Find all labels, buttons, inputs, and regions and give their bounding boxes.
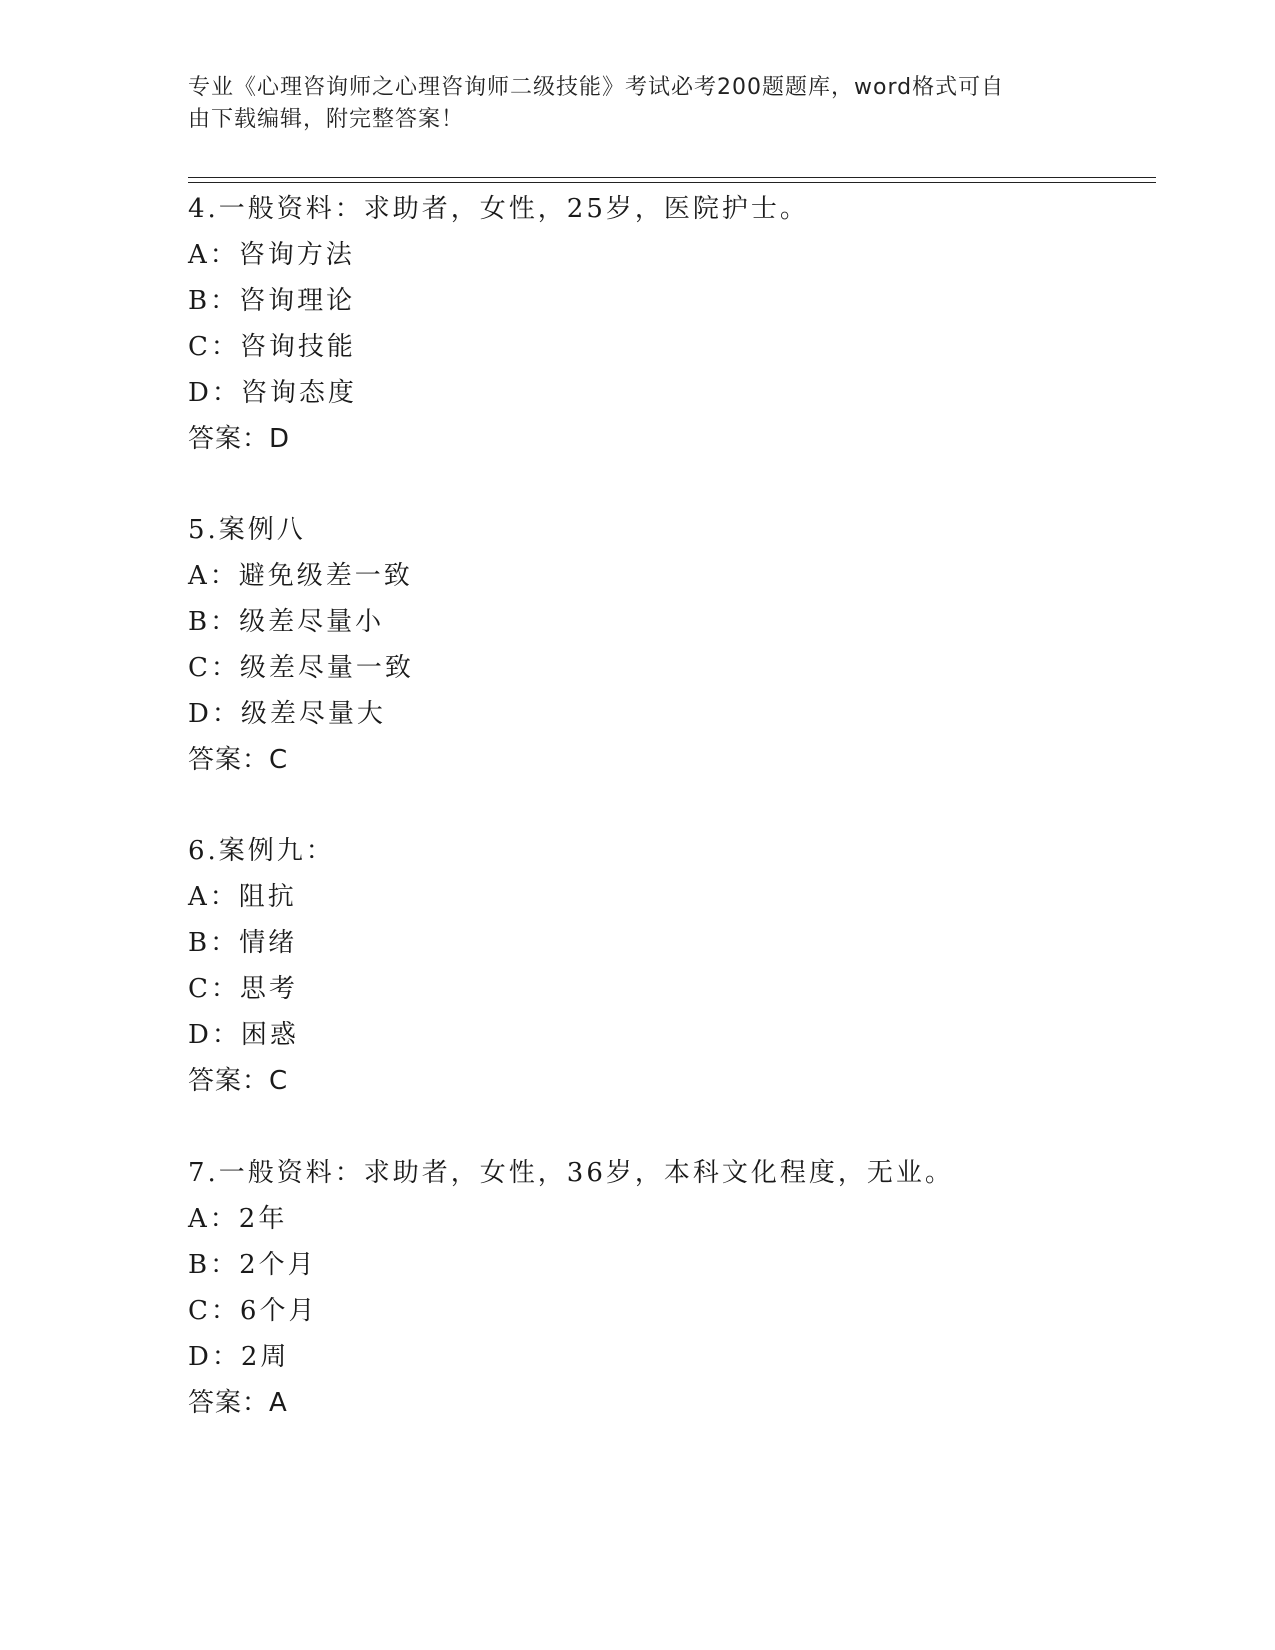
option-text: 级差尽量一致: [239, 653, 414, 683]
option-key: D：: [188, 699, 241, 729]
option-key: B：: [188, 928, 240, 958]
question-stem: 5.案例八: [188, 515, 306, 545]
option-text: 情绪: [239, 928, 298, 958]
answer: 答案：A: [188, 1388, 288, 1418]
option-text: 咨询理论: [239, 286, 356, 316]
question-stem: 7.一般资料：求助者，女性，36岁，本科文化程度，无业。: [188, 1158, 954, 1188]
option-key: C：: [188, 653, 240, 683]
option-text: 级差尽量小: [239, 607, 385, 637]
option-text: 2周: [240, 1342, 290, 1372]
option-a: [188, 553, 1168, 599]
option-key: A：: [188, 561, 239, 591]
option-a: [188, 232, 1168, 278]
option-c: [188, 1288, 1168, 1334]
option-text: 2年: [238, 1204, 288, 1234]
question-block: [188, 828, 1168, 1104]
option-c: [188, 324, 1168, 370]
question-block: [188, 186, 1168, 462]
option-key: A：: [188, 1204, 239, 1234]
option-text: 2个月: [239, 1250, 317, 1280]
option-text: 思考: [239, 974, 298, 1004]
option-key: C：: [188, 974, 240, 1004]
option-text: 避免级差一致: [238, 561, 413, 591]
option-key: B：: [188, 286, 240, 316]
question-block: [188, 507, 1168, 783]
option-text: 咨询技能: [239, 332, 356, 362]
option-d: [188, 691, 1168, 737]
answer: 答案：C: [188, 745, 289, 775]
option-c: [188, 645, 1168, 691]
question-block: [188, 1150, 1168, 1426]
document-header: [188, 72, 1068, 136]
option-b: [188, 920, 1168, 966]
header-divider-bottom: [188, 182, 1156, 183]
answer: 答案：C: [188, 1066, 289, 1096]
header-line-1: 专业《心理咨询师之心理咨询师二级技能》考试必考200题题库，word格式可自: [188, 75, 1005, 100]
header-divider-top: [188, 177, 1156, 178]
option-text: 6个月: [239, 1296, 318, 1326]
question-stem: 6.案例九：: [188, 836, 335, 866]
option-d: [188, 1334, 1168, 1380]
option-a: [188, 874, 1168, 920]
option-b: [188, 599, 1168, 645]
question-stem: 4.一般资料：求助者，女性，25岁，医院护士。: [188, 194, 809, 224]
option-key: A：: [188, 240, 239, 270]
option-a: [188, 1196, 1168, 1242]
option-key: B：: [188, 1250, 240, 1280]
option-d: [188, 1012, 1168, 1058]
option-key: D：: [188, 1020, 241, 1050]
option-key: D：: [188, 1342, 241, 1372]
option-c: [188, 966, 1168, 1012]
option-b: [188, 1242, 1168, 1288]
option-b: [188, 278, 1168, 324]
option-key: A：: [188, 882, 239, 912]
option-key: D：: [188, 378, 241, 408]
header-line-2: 由下载编辑，附完整答案！: [188, 107, 465, 132]
option-key: C：: [188, 1296, 240, 1326]
option-text: 阻抗: [238, 882, 297, 912]
answer: 答案：D: [188, 424, 291, 454]
option-key: B：: [188, 607, 240, 637]
option-text: 困惑: [240, 1020, 299, 1050]
option-text: 级差尽量大: [240, 699, 386, 729]
option-key: C：: [188, 332, 240, 362]
option-text: 咨询态度: [240, 378, 357, 408]
option-text: 咨询方法: [238, 240, 355, 270]
option-d: [188, 370, 1168, 416]
